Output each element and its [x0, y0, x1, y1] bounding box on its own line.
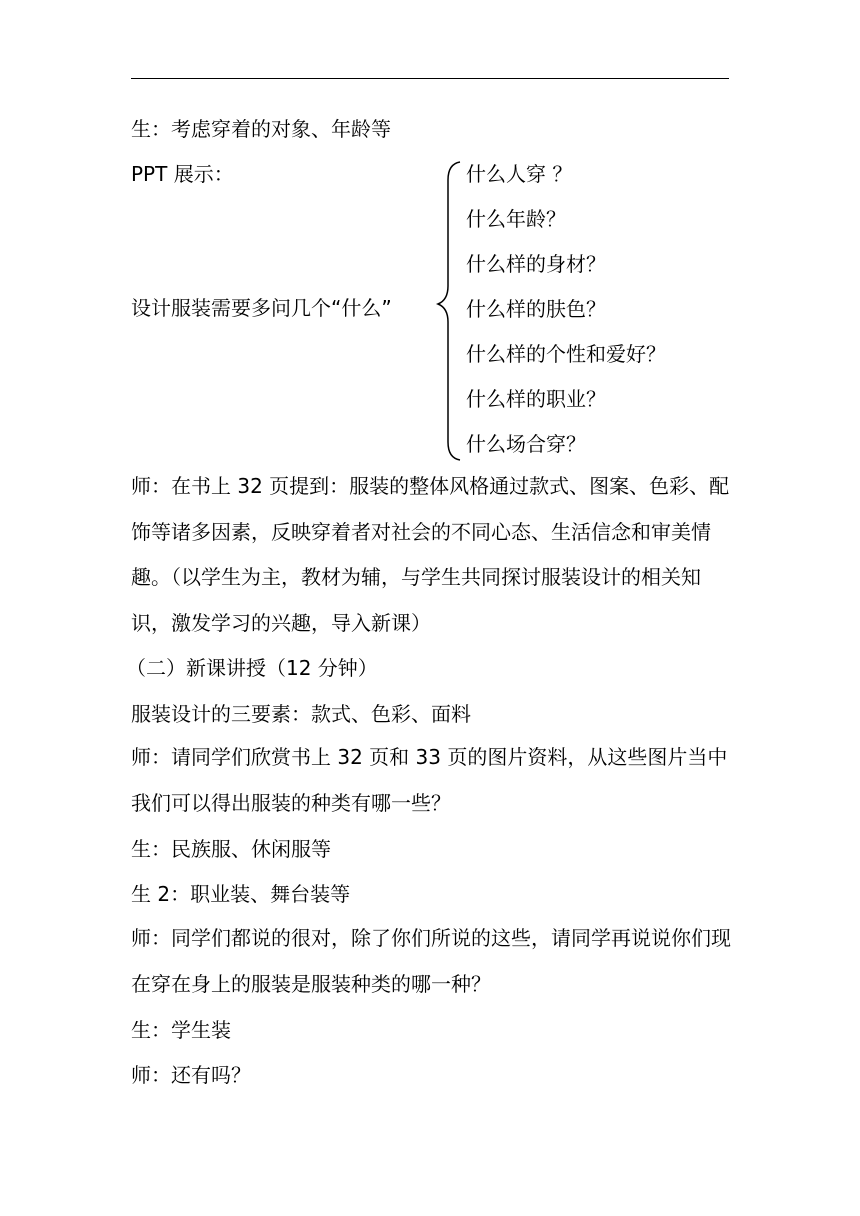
- question-item: 什么年龄？: [466, 207, 566, 231]
- curly-brace: [430, 160, 464, 464]
- student-line-4: 生：学生装: [131, 1018, 231, 1042]
- teacher-paragraph-3: 师：同学们都说的很对，除了你们所说的这些，请同学再说说你们现在穿在身上的服装是服装种类的哪一种？: [131, 926, 731, 996]
- student-line-3: 生 2：职业装、舞台装等: [131, 882, 351, 906]
- question-item: 什么样的个性和爱好？: [466, 342, 666, 366]
- design-question: 设计服装需要多问几个“什么”: [131, 296, 392, 320]
- question-item: 什么人穿 ？: [466, 162, 573, 186]
- student-line-2: 生：民族服、休闲服等: [131, 837, 331, 861]
- teacher-line: 师：还有吗？: [131, 1063, 251, 1087]
- teacher-paragraph-1: 师：在书上 32 页提到：服装的整体风格通过款式、图案、色彩、配饰等诸多因素，反映穿着者对社会的不同心态、生活信念和审美情趣。（以学生为主，教材为辅，与学生共同探讨服装设计的相关知识，激发学习的兴趣，导入新课）: [131, 474, 730, 635]
- header-rule: [131, 78, 729, 79]
- section-heading: （二）新课讲授（12 分钟）: [126, 656, 378, 680]
- question-item: 什么样的身材？: [466, 252, 606, 276]
- teacher-paragraph-2: 师：请同学们欣赏书上 32 页和 33 页的图片资料，从这些图片当中我们可以得出服装的种类有哪一些？: [131, 745, 728, 815]
- three-elements: 服装设计的三要素：款式、色彩、面料: [131, 702, 471, 726]
- question-item: 什么样的职业？: [466, 387, 606, 411]
- question-item: 什么样的肤色？: [466, 297, 606, 321]
- question-item: 什么场合穿？: [466, 432, 586, 456]
- ppt-label: PPT 展示：: [131, 162, 234, 186]
- student-line-1: 生：考虑穿着的对象、年龄等: [131, 117, 391, 141]
